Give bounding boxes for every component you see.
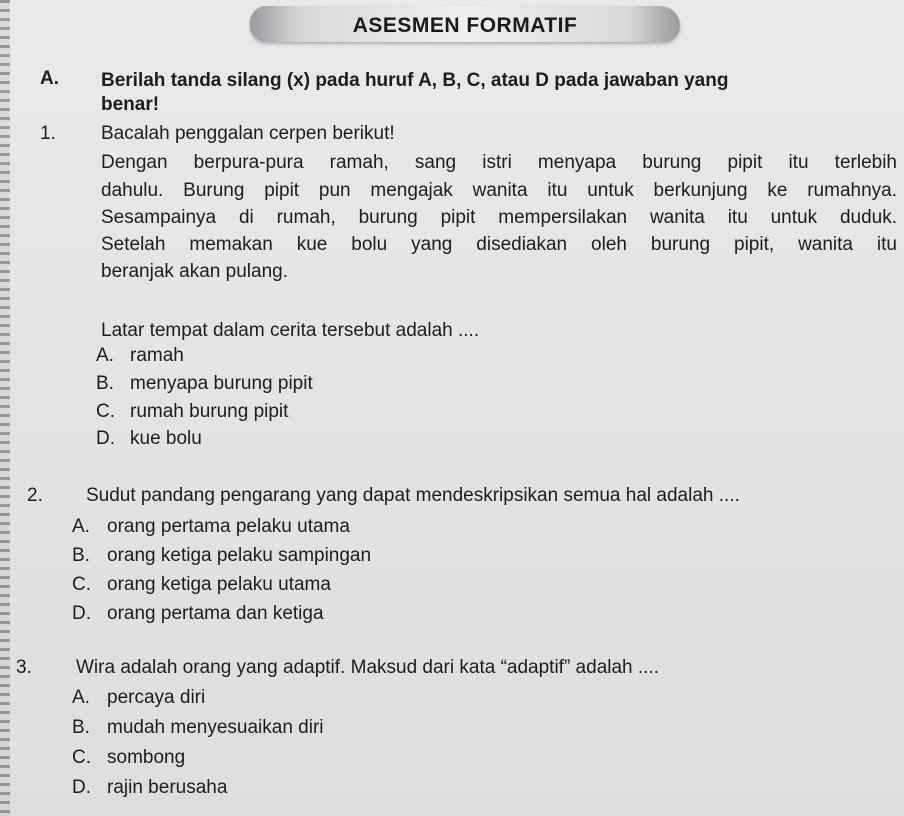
q1-prompt: Bacalah penggalan cerpen berikut! [101, 123, 395, 144]
option-letter[interactable]: A. [96, 345, 114, 366]
option-text[interactable]: sombong [107, 747, 186, 768]
option-text[interactable]: orang pertama pelaku utama [107, 516, 350, 537]
page-title: ASESMEN FORMATIF [352, 14, 578, 37]
option-text[interactable]: orang pertama dan ketiga [107, 603, 324, 624]
option-text[interactable]: menyapa burung pipit [130, 373, 313, 394]
option-text[interactable]: orang ketiga pelaku utama [107, 574, 331, 595]
option-text[interactable]: percaya diri [107, 687, 206, 708]
option-text[interactable]: mudah menyesuaikan diri [107, 717, 324, 738]
option-text[interactable]: kue bolu [130, 428, 202, 449]
option-letter[interactable]: C. [96, 401, 115, 422]
option-letter[interactable]: C. [72, 747, 91, 768]
option-letter[interactable]: A. [72, 516, 90, 537]
binding-edge [0, 0, 10, 816]
passage-line: dahulu. Burung pipit pun mengajak wanita itu untuk berkunjung ke rumahnya. [101, 180, 897, 201]
option-letter[interactable]: A. [72, 687, 90, 708]
option-text[interactable]: orang ketiga pelaku sampingan [107, 545, 372, 566]
title-banner [250, 6, 680, 42]
instruction-line-2: benar! [101, 94, 160, 115]
passage-line: Dengan berpura-pura ramah, sang istri menyapa burung pipit itu terlebih [101, 152, 897, 173]
option-letter[interactable]: B. [72, 717, 90, 738]
option-letter[interactable]: D. [72, 777, 91, 798]
q1-number: 1. [40, 123, 56, 144]
q2-number: 2. [27, 485, 43, 506]
instruction-line-1: Berilah tanda silang (x) pada huruf A, B, C, atau D pada jawaban yang [101, 70, 729, 91]
option-text[interactable]: ramah [130, 345, 184, 366]
passage-line: beranjak akan pulang. [101, 261, 288, 282]
option-letter[interactable]: D. [72, 603, 91, 624]
q3-question: Wira adalah orang yang adaptif. Maksud dari kata “adaptif” adalah .... [76, 657, 660, 678]
passage-line: Setelah memakan kue bolu yang disediakan oleh burung pipit, wanita itu [101, 234, 897, 255]
option-letter[interactable]: B. [72, 545, 90, 566]
option-letter[interactable]: B. [96, 373, 114, 394]
option-text[interactable]: rumah burung pipit [130, 401, 289, 422]
section-letter: A. [40, 68, 59, 89]
option-letter[interactable]: D. [96, 428, 115, 449]
option-letter[interactable]: C. [72, 574, 91, 595]
passage-line: Sesampainya di rumah, burung pipit mempersilakan wanita itu untuk duduk. [101, 207, 897, 228]
option-text[interactable]: rajin berusaha [107, 777, 228, 798]
q1-question: Latar tempat dalam cerita tersebut adalah .... [101, 320, 480, 341]
q3-number: 3. [16, 657, 32, 678]
q2-question: Sudut pandang pengarang yang dapat mendeskripsikan semua hal adalah .... [86, 485, 740, 506]
